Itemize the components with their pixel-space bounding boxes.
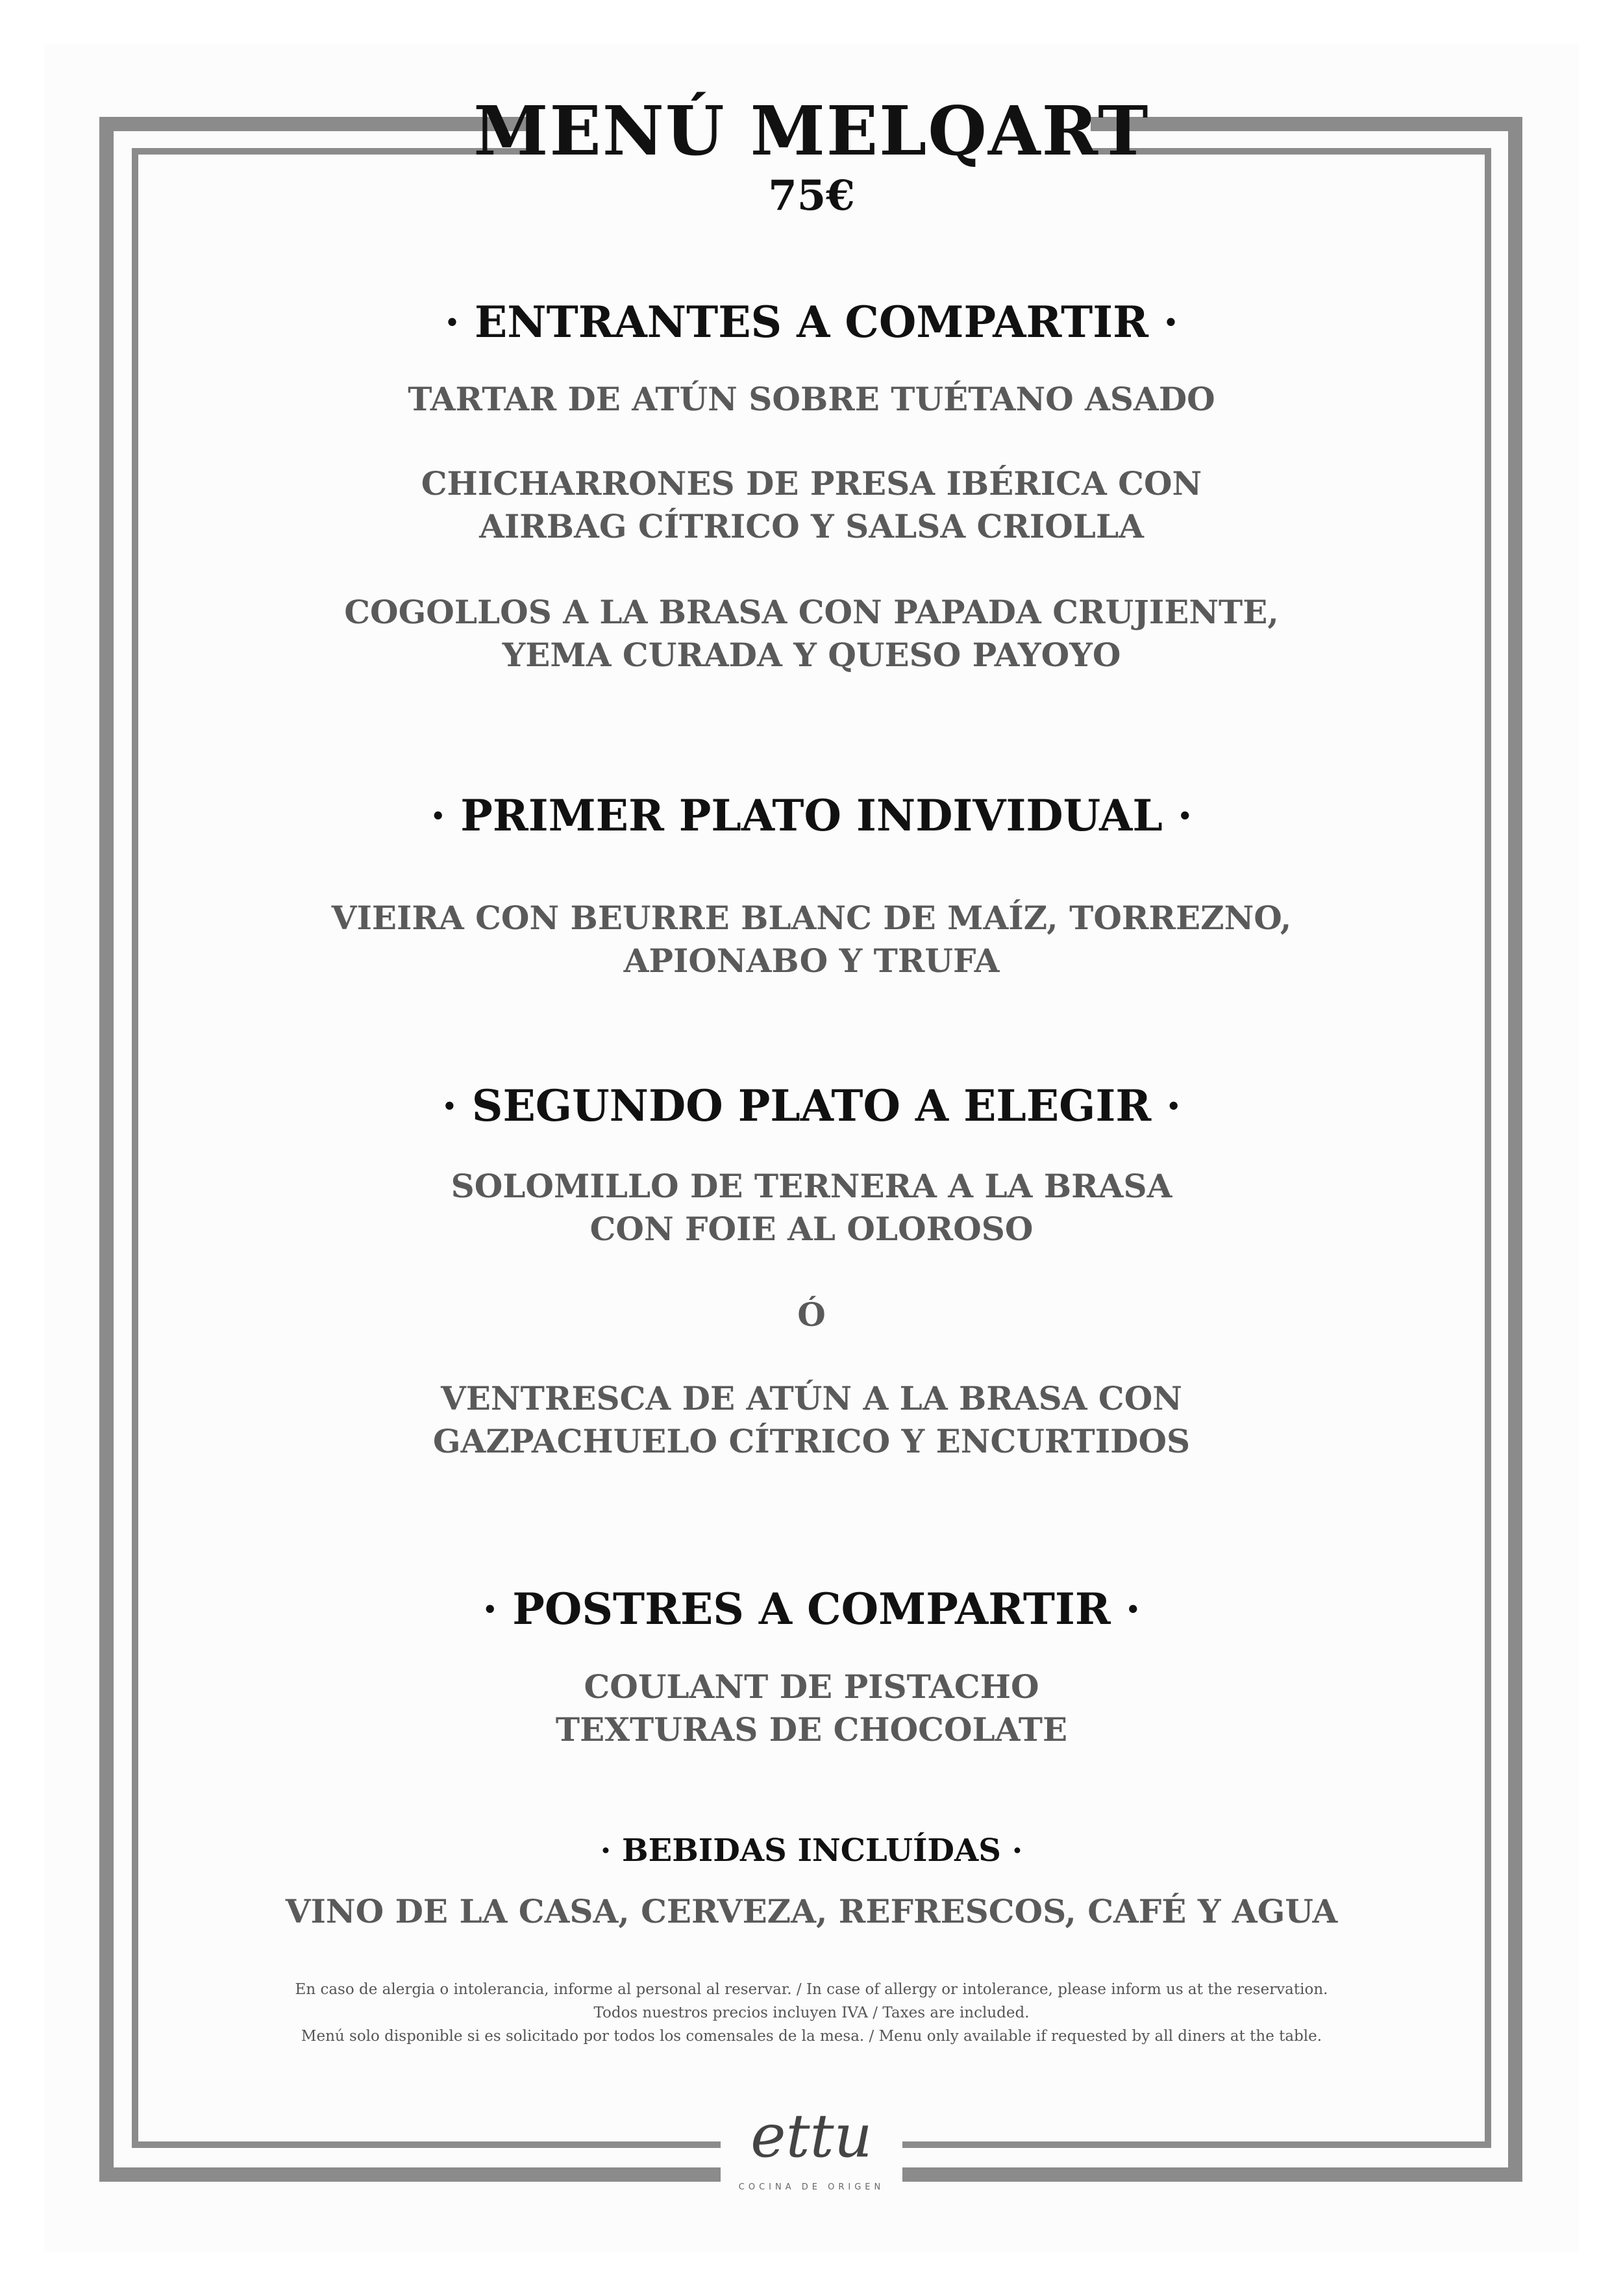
dish-vieira: VIEIRA CON BEURRE BLANC DE MAÍZ, TORREZNO, APIONABO Y TRUFA: [331, 899, 1292, 980]
dish-chicharrones: CHICHARRONES DE PRESA IBÉRICA CON AIRBAG CÍTRICO Y SALSA CRIOLLA: [421, 464, 1202, 545]
allergy-note: En caso de alergia o intolerancia, informe al personal al reservar. / In case of allergy or intolerance, please inform us at the reservation.: [295, 1981, 1328, 1998]
section-title-postres: · POSTRES A COMPARTIR ·: [482, 1584, 1141, 1634]
dish-cogollos: COGOLLOS A LA BRASA CON PAPADA CRUJIENTE, YEMA CURADA Y QUESO PAYOYO: [344, 593, 1279, 674]
logo-tagline: COCINA DE ORIGEN: [738, 2182, 885, 2192]
dish-ventresca: VENTRESCA DE ATÚN A LA BRASA CON GAZPACHUELO CÍTRICO Y ENCURTIDOS: [432, 1379, 1191, 1460]
tax-note: Todos nuestros precios incluyen IVA / Taxes are included.: [593, 2004, 1030, 2021]
menu-price: 75€: [768, 171, 855, 220]
ettu-logo: ettu: [750, 2101, 873, 2171]
availability-note: Menú solo disponible si es solicitado por todos los comensales de la mesa. / Menu only available if requested by all diners at the table.: [301, 2028, 1322, 2045]
menu-title: MENÚ MELQART: [473, 91, 1150, 171]
footnotes: [0, 1978, 1623, 2048]
dish-tartar-atun: TARTAR DE ATÚN SOBRE TUÉTANO ASADO: [408, 380, 1215, 418]
dish-bebidas: VINO DE LA CASA, CERVEZA, REFRESCOS, CAFÉ Y AGUA: [285, 1892, 1338, 1930]
section-title-entrantes: · ENTRANTES A COMPARTIR ·: [445, 297, 1178, 347]
dish-choice-separator: Ó: [797, 1295, 826, 1334]
section-title-segundo-plato: · SEGUNDO PLATO A ELEGIR ·: [441, 1080, 1182, 1131]
dish-solomillo: SOLOMILLO DE TERNERA A LA BRASA CON FOIE AL OLOROSO: [451, 1167, 1172, 1248]
section-title-bebidas: · BEBIDAS INCLUÍDAS ·: [600, 1832, 1023, 1869]
section-title-primer-plato: · PRIMER PLATO INDIVIDUAL ·: [430, 790, 1193, 841]
dish-postres: COULANT DE PISTACHO TEXTURAS DE CHOCOLATE: [555, 1667, 1068, 1749]
